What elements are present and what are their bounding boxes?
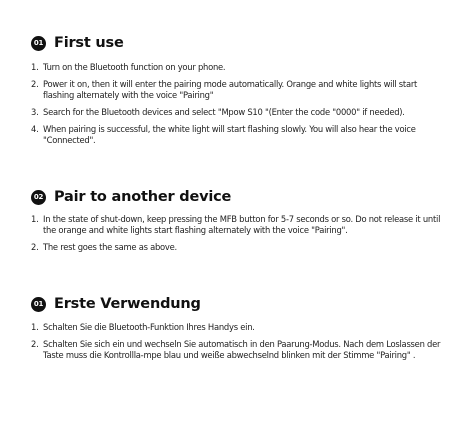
- step-text: When pairing is successful, the white light will start flashing slowly. You will also hear the voice "Connected".: [43, 124, 416, 145]
- step-item: [31, 62, 441, 73]
- step-item: [31, 242, 441, 253]
- section-title: Erste Verwendung: [54, 296, 201, 312]
- step-number: 3.: [31, 107, 39, 117]
- step-text: Turn on the Bluetooth function on your phone.: [43, 62, 226, 72]
- step-item: [31, 339, 441, 361]
- step-text: Schalten Sie die Bluetooth-Funktion Ihres Handys ein.: [43, 322, 255, 332]
- section-heading: [31, 293, 201, 315]
- step-text: Schalten Sie sich ein und wechseln Sie automatisch in den Paarung-Modus. Nach dem Loslassen der Taste muss die Kontrollla-mpe blau und weiße abwechselnd blinken mit der Stimme "Pairing" .: [43, 339, 441, 360]
- step-number: 1.: [31, 62, 39, 72]
- step-item: [31, 322, 441, 333]
- step-number: 2.: [31, 339, 39, 349]
- step-item: [31, 79, 441, 101]
- section-title: First use: [54, 35, 124, 51]
- section-title: Pair to another device: [54, 189, 232, 205]
- step-item: [31, 214, 441, 236]
- steps-list: [31, 214, 441, 259]
- steps-list: [31, 62, 441, 152]
- section-number-badge: 01: [31, 297, 46, 312]
- steps-list: [31, 322, 441, 367]
- step-item: [31, 107, 441, 118]
- step-number: 1.: [31, 214, 39, 224]
- step-number: 4.: [31, 124, 39, 134]
- section-number-badge: 02: [31, 190, 46, 205]
- step-item: [31, 124, 441, 146]
- step-text: The rest goes the same as above.: [43, 242, 177, 252]
- step-text: Search for the Bluetooth devices and select "Mpow S10 "(Enter the code "0000" if needed).: [43, 107, 405, 117]
- step-number: 1.: [31, 322, 39, 332]
- section-heading: [31, 186, 231, 208]
- step-number: 2.: [31, 79, 39, 89]
- section-heading: [31, 32, 124, 54]
- step-text: Power it on, then it will enter the pairing mode automatically. Orange and white lights will start flashing alternately with the voice "Pairing": [43, 79, 418, 100]
- step-number: 2.: [31, 242, 39, 252]
- step-text: In the state of shut-down, keep pressing the MFB button for 5-7 seconds or so. Do not release it until the orange and white lights start flashing alternately with the voice "Pairing".: [43, 214, 441, 235]
- section-number-badge: 01: [31, 36, 46, 51]
